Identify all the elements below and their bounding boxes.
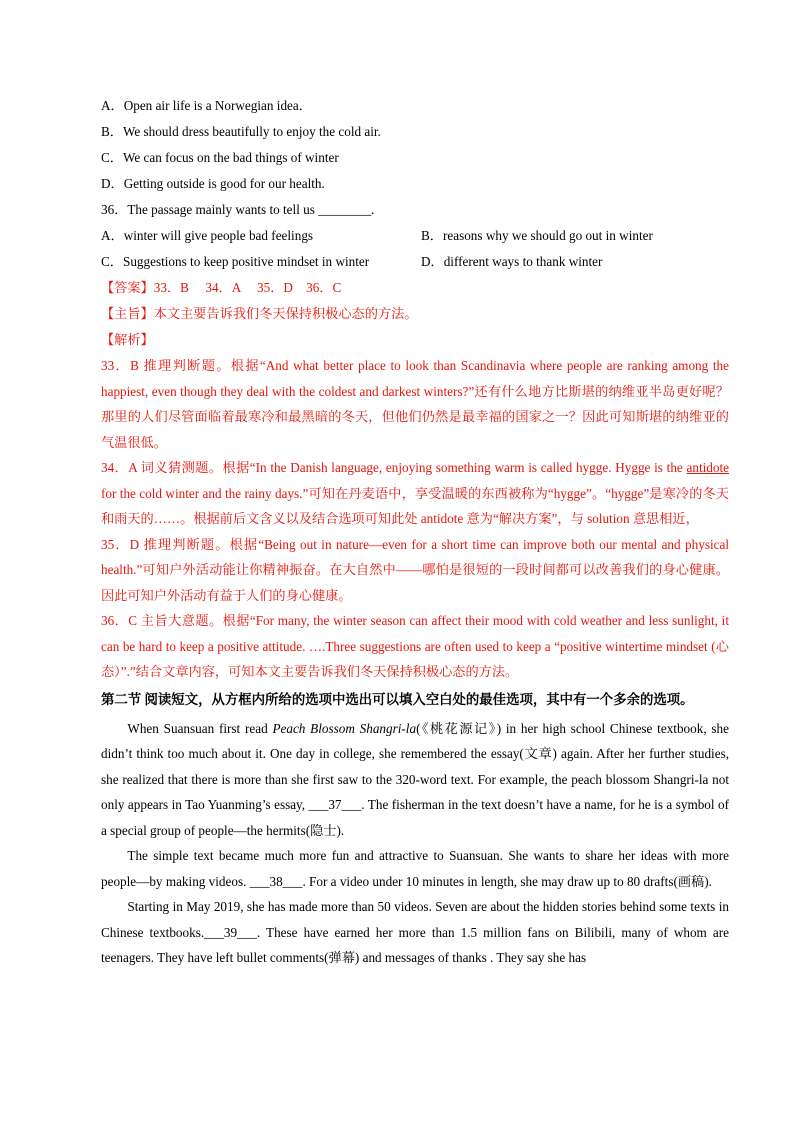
- passage-paragraph-3: [101, 894, 729, 971]
- p1-text-c: . The fisherman in the text doesn’t have a name, for he is a symbol of a special group of people—the hermits(隐士).: [101, 797, 729, 838]
- q35-option-d: D．Getting outside is good for our health.: [101, 176, 325, 191]
- q36-options-row-2: [101, 249, 729, 275]
- q35-option-a: A．Open air life is a Norwegian idea．: [101, 98, 312, 113]
- p3-text-b: . These have earned her more than 1.5 million fans on Bilibili, many of whom are teenagers. They have left bullet comments(弹幕) and messages of thanks . They say she has: [101, 924, 729, 965]
- explanation-34-before: 34．A 词义猜测题。根据“In the Danish language, enjoying something warm is called hygge. Hygge is the: [101, 460, 687, 475]
- p3-text-a: Starting in May 2019, she has made more than 50 videos. Seven are about the hidden stories behind some texts in Chinese textbooks.: [101, 899, 729, 940]
- explanation-33: 33．B 推理判断题。根据“And what better place to look than Scandinavia where people are ranking among the happiest, even though they deal with the coldest and darkest winters?”还有什么地方比斯堪的纳维亚半岛更好呢？那里的人们尽管面临着最寒冷和最黑暗的冬天，但他们仍然是最幸福的国家之一？因此可知斯堪的纳维亚的气温很低。: [101, 358, 729, 450]
- q36-stem: 36．The passage mainly wants to tell us ________.: [101, 202, 375, 217]
- section-2-title: 第二节 阅读短文，从方框内所给的选项中选出可以填入空白处的最佳选项，其中有一个多余的选项。: [101, 691, 694, 707]
- p2-text-b: . For a video under 10 minutes in length, she may draw up to 80 drafts(画稿).: [302, 873, 712, 889]
- p1-book-title: Peach Blossom Shangri-la: [272, 720, 417, 736]
- passage-paragraph-2: [101, 843, 729, 894]
- analysis-label: 【解析】: [101, 332, 154, 347]
- blank-38: ___38___: [249, 873, 303, 889]
- blank-39: ___39___: [204, 924, 257, 940]
- q36-options-row-1: [101, 223, 729, 249]
- p2-text-a: The simple text became much more fun and attractive to Suansuan. She wants to share her ideas with more people—by making videos.: [101, 848, 729, 889]
- document-content: [101, 93, 729, 971]
- answer-key: 【答案】33．B 34．A 35．D 36．C: [101, 280, 342, 295]
- explanation-34: [101, 455, 729, 532]
- q36-option-d: D．different ways to thank winter: [421, 254, 603, 269]
- explanation-36: 36．C 主旨大意题。根据“For many, the winter season can affect their mood with cold weather and less sunlight, it can be hard to keep a positive attitude. ….Three suggestions are often used to keep a “positive wintertime mindset (心态）”.”结合文章内容，可知本文主要告诉我们冬天保持积极心态的方法。: [101, 613, 729, 679]
- q35-option-b: B．We should dress beautifully to enjoy the cold air.: [101, 124, 381, 139]
- explanation-34-after: for the cold winter and the rainy days.”可知在丹麦语中，享受温暖的东西被称为“hygge”。“hygge”是寒冷的冬天和雨天的……。根据前后文含义以及结合选项可知此处 antidote 意为“解决方案”，与 solution 意思相近，: [101, 485, 729, 526]
- p1-text-a: When Suansuan first read: [127, 720, 273, 736]
- q35-option-c: C．We can focus on the bad things of winter: [101, 150, 339, 165]
- passage-paragraph-1: [101, 716, 729, 844]
- explanation-35: 35．D 推理判断题。根据“Being out in nature—even for a short time can improve both our mental and physical health.”可知户外活动能让你精神振奋。在大自然中——哪怕是很短的一段时间都可以改善我们的身心健康。因此可知户外活动有益于人们的身心健康。: [101, 536, 729, 603]
- main-idea: 【主旨】本文主要告诉我们冬天保持积极心态的方法。: [101, 306, 418, 321]
- explanation-34-underlined-word: antidote: [686, 460, 729, 475]
- q36-option-b: B．reasons why we should go out in winter: [421, 228, 653, 243]
- q36-option-c: C．Suggestions to keep positive mindset in winter: [101, 254, 370, 269]
- q36-option-a: A．winter will give people bad feelings: [101, 228, 314, 243]
- p1-text-b: (《桃花源记》) in her high school Chinese textbook, she didn’t think too much about it. One day in college, she remembered the essay(文章) again. After her further studies, she realized that there is more than she first saw to the 320-word text. For example, the peach blossom Shangri-la not only appears in Tao Yuanming’s essay,: [101, 720, 729, 812]
- blank-37: ___37___: [308, 797, 362, 812]
